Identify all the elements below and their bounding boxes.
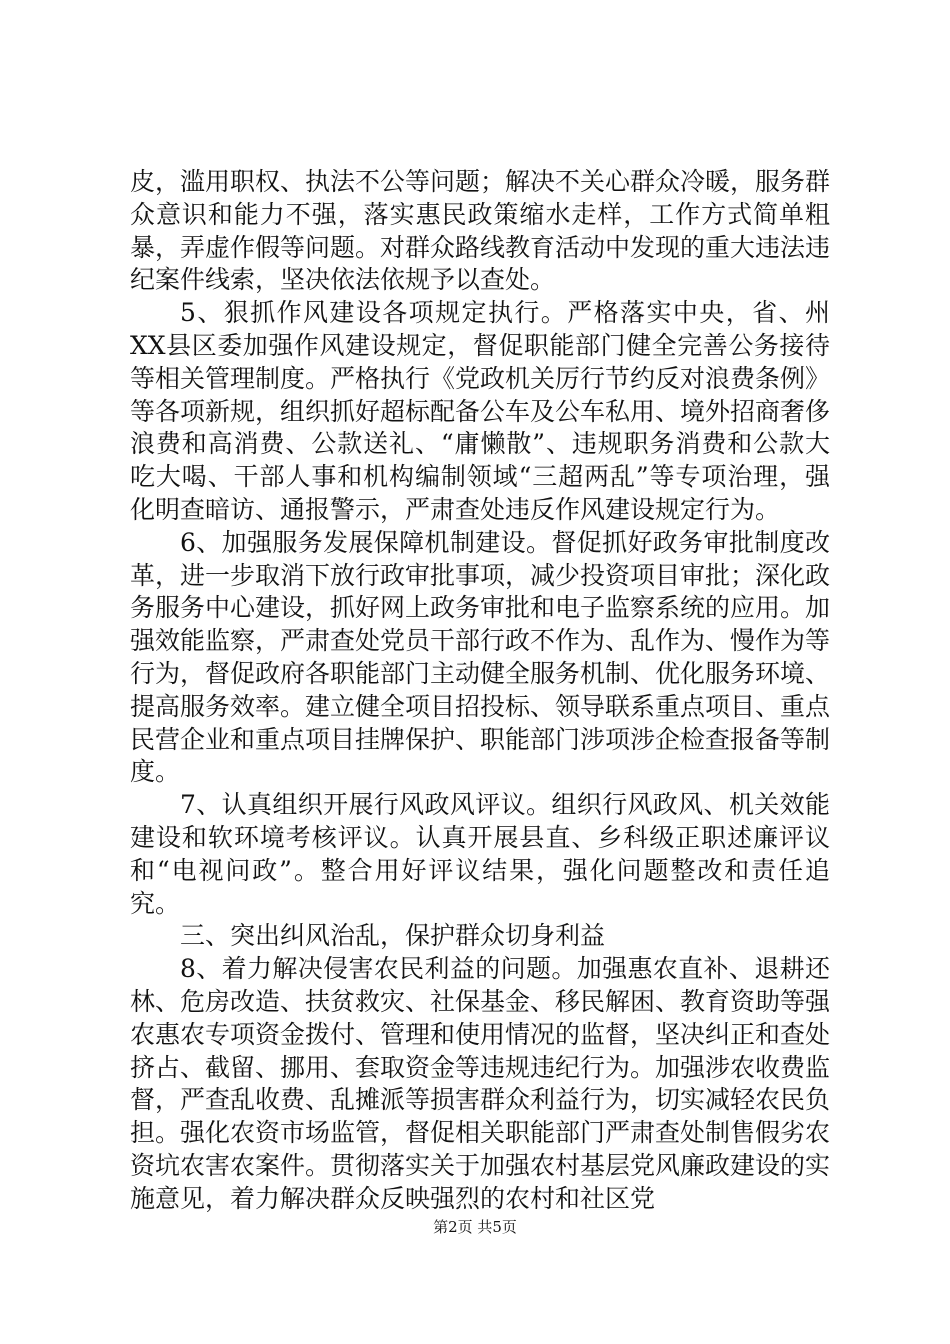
paragraph-3: 6、加强服务发展保障机制建设。督促抓好政务审批制度改革，进一步取消下放行政审批事项，减少投资项目审批；深化政务服务中心建设，抓好网上政务审批和电子监察系统的应用。加强效能监察，严肃查处党员干部行政不作为、乱作为、慢作为等行为，督促政府各职能部门主动健全服务机制、优化服务环境、提高服务效率。建立健全项目招投标、领导联系重点项目、重点民营企业和重点项目挂牌保护、职能部门涉项涉企检查报备等制度。 [130,527,831,787]
document-body [130,166,830,1216]
page-footer [0,1216,950,1237]
paragraph-5: 8、着力解决侵害农民利益的问题。加强惠农直补、退耕还林、危房改造、扶贫救灾、社保基金、移民解困、教育资助等强农惠农专项资金拨付、管理和使用情况的监督，坚决纠正和查处挤占、截留、挪用、套取资金等违规违纪行为。加强涉农收费监督，严查乱收费、乱摊派等损害群众利益行为，切实减轻农民负担。强化农资市场监管，督促相关职能部门严肃查处制售假劣农资坑农害农案件。贯彻落实关于加强农村基层党风廉政建设的实施意见，着力解决群众反映强烈的农村和社区党 [130,954,831,1213]
paragraph-4: 7、认真组织开展行风政风评议。组织行风政风、机关效能建设和软环境考核评议。认真开展县直、乡科级正职述廉评议和“电视问政”。整合用好评议结果，强化问题整改和责任追究。 [130,790,830,918]
paragraph-1: 皮，滥用职权、执法不公等问题；解决不关心群众冷暖，服务群众意识和能力不强，落实惠民政策缩水走样，工作方式简单粗暴，弄虚作假等问题。对群众路线教育活动中发现的重大违法违纪案件线索，坚决依法依规予以查处。 [130,167,831,295]
paragraph-2: 5、狠抓作风建设各项规定执行。严格落实中央，省、州XX县区委加强作风建设规定，督促职能部门健全完善公务接待等相关管理制度。严格执行《党政机关厉行节约反对浪费条例》等各项新规，组织抓好超标配备公车及公车私用、境外招商奢侈浪费和高消费、公款送礼、“庸懒散”、违规职务消费和公款大吃大喝、干部人事和机构编制领域“三超两乱”等专项治理，强化明查暗访、通报警示，严肃查处违反作风建设规定行为。 [130,298,831,524]
section-heading: 三、突出纠风治乱，保护群众切身利益 [180,921,606,951]
page-number: 第2页 共5页 [433,1218,517,1236]
